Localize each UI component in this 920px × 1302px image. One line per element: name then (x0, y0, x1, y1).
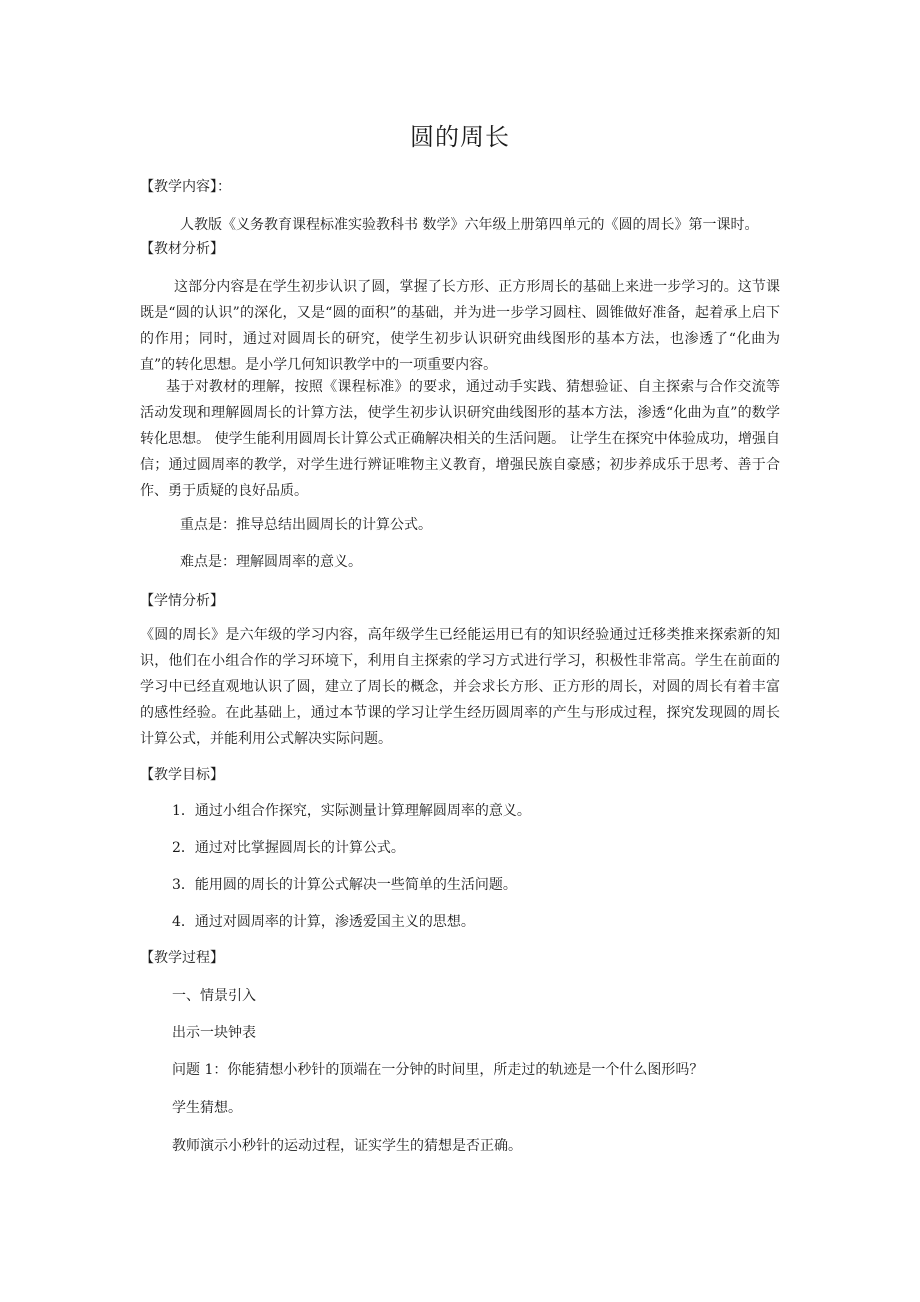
goal-item: 2．通过对比掌握圆周长的计算公式。 (172, 840, 405, 856)
heading-student-analysis: 【学情分析】 (140, 593, 224, 609)
heading-teaching-process: 【教学过程】 (140, 950, 224, 966)
process-line: 出示一块钟表 (172, 1025, 256, 1041)
heading-material-analysis: 【教材分析】 (140, 241, 224, 257)
process-line: 学生猜想。 (172, 1100, 242, 1116)
process-line: 一、情景引入 (172, 988, 256, 1004)
material-analysis-paragraph-2: 基于对教材的理解，按照《课程标准》的要求，通过动手实践、猜想验证、自主探索与合作交流等活动发现和理解圆周长的计算方法，使学生初步认识研究曲线图形的基本方法，渗透“化曲为直”的数学转化思想。 使学生能利用圆周长计算公式正确解决相关的生活问题。 让学生在探究中体验成功，增强自信；通过圆周率的教学，对学生进行辨证唯物主义教育，增强民族自豪感；初步养成乐于思考、善于合作、勇于质疑的良好品质。 (140, 379, 780, 499)
page-title: 圆的周长 (410, 123, 510, 151)
key-point-text: 重点是：推导总结出圆周长的计算公式。 (180, 517, 432, 533)
process-line: 教师演示小秒针的运动过程，证实学生的猜想是否正确。 (172, 1138, 522, 1154)
goal-item: 1．通过小组合作探究，实际测量计算理解圆周率的意义。 (172, 803, 531, 819)
teaching-content-text: 人教版《义务教育课程标准实验教科书 数学》六年级上册第四单元的《圆的周长》第一课时。 (180, 217, 759, 233)
goal-item: 3．能用圆的周长的计算公式解决一些简单的生活问题。 (172, 877, 517, 893)
heading-teaching-content: 【教学内容】： (140, 179, 231, 195)
material-analysis-paragraph-1: 这部分内容是在学生初步认识了圆，掌握了长方形、正方形周长的基础上来进一步学习的。这节课既是“圆的认识”的深化，又是“圆的面积”的基础，并为进一步学习圆柱、圆锥做好准备，起着承上启下的作用；同时，通过对圆周长的研究，使学生初步认识研究曲线图形的基本方法，也渗透了“化曲为直”的转化思想。是小学几何知识教学中的一项重要内容。 (140, 279, 780, 373)
student-analysis-paragraph: 《圆的周长》是六年级的学习内容，高年级学生已经能运用已有的知识经验通过迁移类推来探索新的知识，他们在小组合作的学习环境下，利用自主探索的学习方式进行学习，积极性非常高。学生在前面的学习中已经直观地认识了圆，建立了周长的概念，并会求长方形、正方形的周长，对圆的周长有着丰富的感性经验。在此基础上，通过本节课的学习让学生经历圆周率的产生与形成过程，探究发现圆的周长计算公式，并能利用公式解决实际问题。 (140, 627, 780, 747)
difficulty-text: 难点是：理解圆周率的意义。 (180, 554, 362, 570)
goal-item: 4．通过对圆周率的计算，渗透爱国主义的思想。 (172, 914, 475, 930)
heading-teaching-goals: 【教学目标】 (140, 767, 224, 783)
process-line: 问题 1：你能猜想小秒针的顶端在一分钟的时间里，所走过的轨迹是一个什么图形吗？ (172, 1062, 704, 1078)
